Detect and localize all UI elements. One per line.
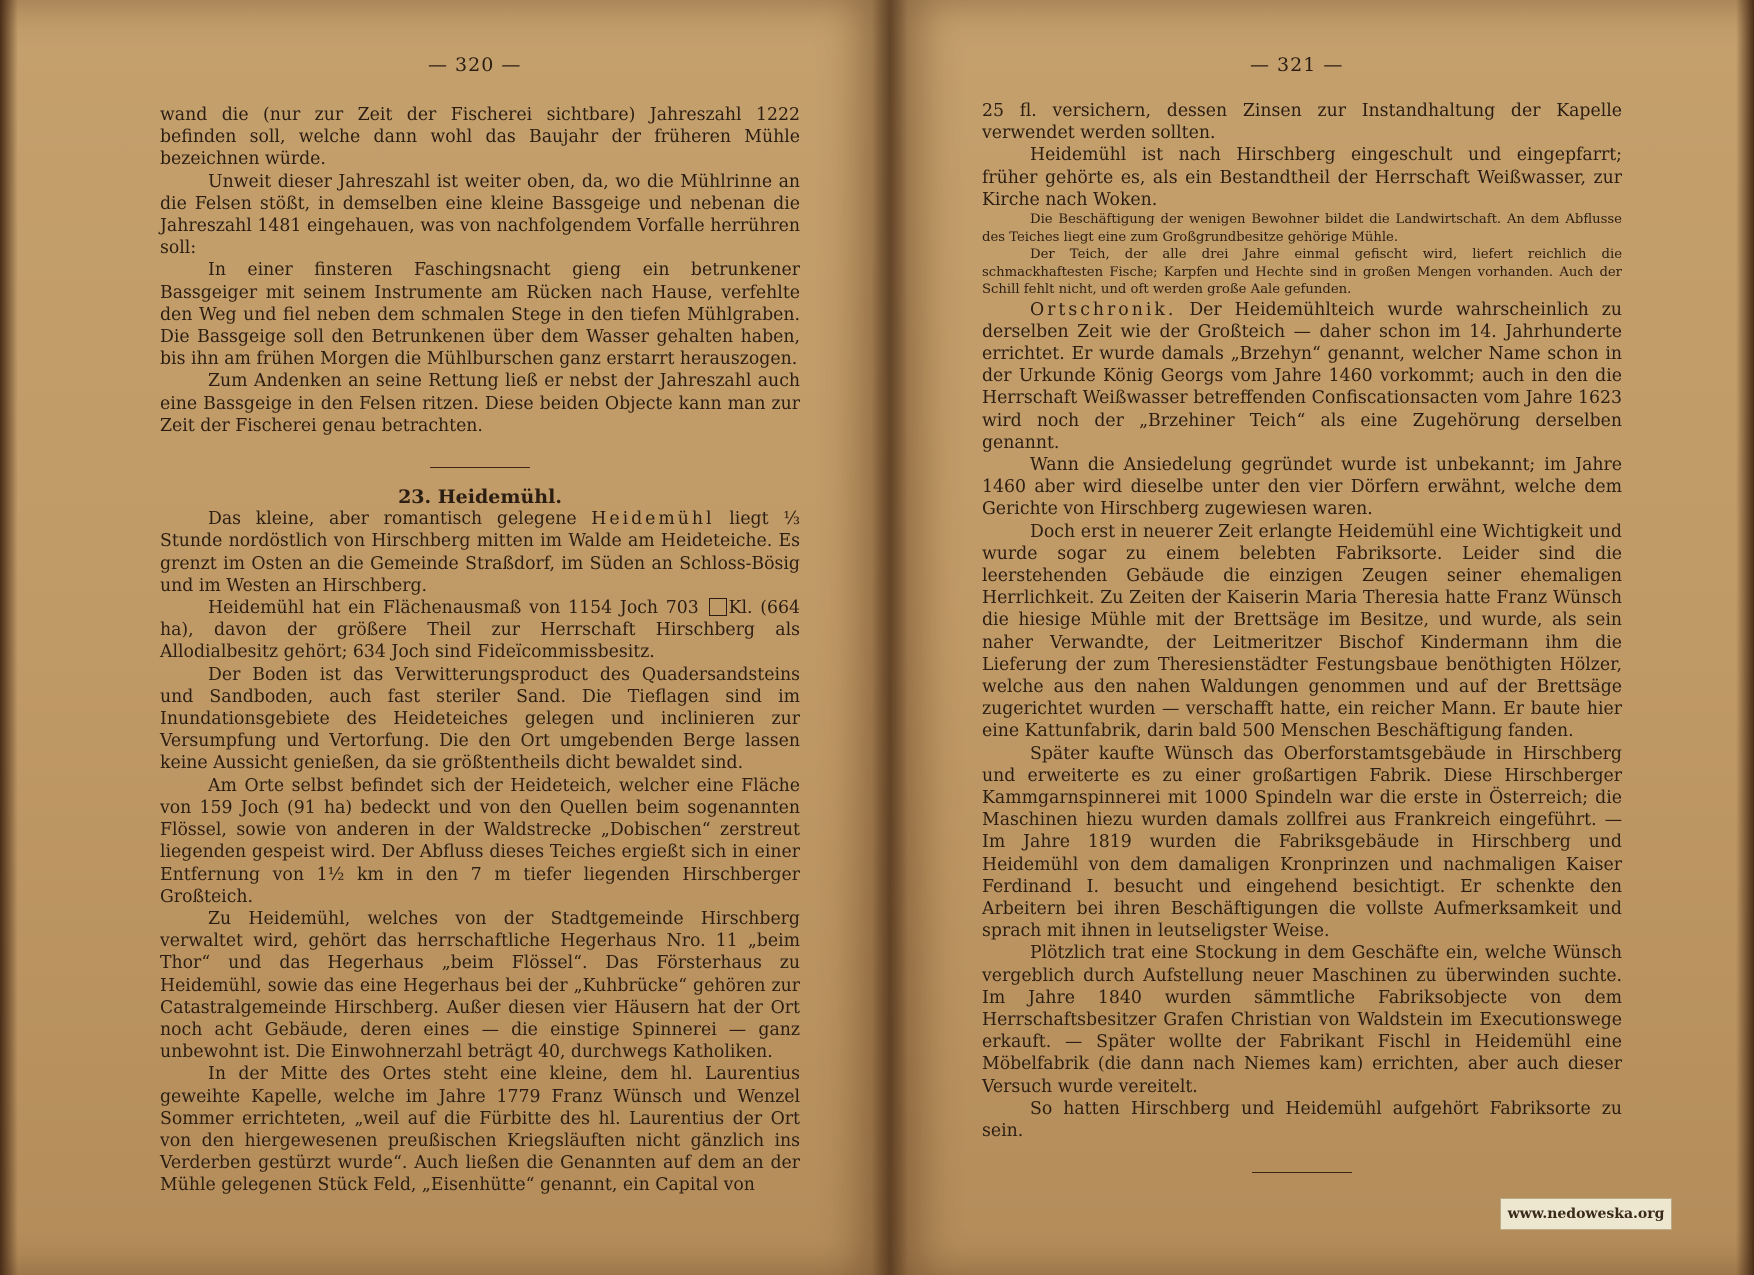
paragraph: So hatten Hirschberg und Heidemühl aufgehört Fabriksorte zu sein. [982, 1098, 1622, 1142]
paragraph: Plötzlich trat eine Stockung in dem Geschäfte ein, welche Wünsch vergeblich durch Aufstellung neuer Maschinen zu überwinden suchte. Im Jahre 1840 wurden sämmtliche Fabriksobjecte von dem Herrschaftsbesitzer Grafen Christian von Waldstein im Executionswege erkauft. — Später wollte der Fabrikant Fischl in Heidemühl eine Möbelfabrik (die dann nach Niemes kam) errichten, aber auch dieser Versuch wurde vereitelt. [982, 943, 1622, 1097]
place-name: Heidemühl [591, 509, 715, 530]
page-number-right: — 321 — [1250, 54, 1344, 76]
chronik-text: Der Heidemühlteich wurde wahrscheinlich zu derselben Zeit wie der Großteich — daher schon im 14. Jahrhunderte errichtet. Er wurde damals „Brzehyn“ genannt, welcher Name schon in der Urkunde König Georgs vom Jahre 1460 vorkommt; auch in den die Herrschaft Weißwasser betreffenden Confiscationsacten vom Jahre 1623 wird noch der „Brzehiner Teich“ als eine Zugehörung derselben genannt. [982, 299, 1622, 453]
right-page-text [982, 100, 1622, 1191]
small-note: Der Teich, der alle drei Jahre einmal gefischt wird, liefert reichlich die schmackhaftesten Fische; Karpfen und Hechte sind in großen Mengen vorhanden. Auch der Schill fehlt nicht, und oft werden große Aale gefunden. [982, 247, 1622, 298]
book-gutter [872, 0, 908, 1275]
square-symbol-icon [709, 598, 727, 616]
right-page [890, 0, 1754, 1275]
intro-text-b: liegt ⅓ Stunde nordöstlich von Hirschberg mitten im Walde am Heideteiche. Es grenzt im Osten an die Gemeinde Straßdorf, im Süden an Schloss-Bösig und im Westen an Hirschberg. [160, 509, 801, 596]
paragraph: Unweit dieser Jahreszahl ist weiter oben, da, wo die Mühlrinne an die Felsen stößt, in demselben eine kleine Bassgeige und nebenan die Jahreszahl 1481 eingehauen, was von nachfolgendem Vorfalle herrühren soll: [160, 171, 800, 259]
paragraph: Später kaufte Wünsch das Oberforstamtsgebäude in Hirschberg und erweiterte es zu einer großartigen Fabrik. Diese Hirschberger Kammgarnspinnerei mit 1000 Spindeln war die erste in Österreich; die Maschinen hiezu wurden damals zollfrei aus Frankreich eingeführt. — Im Jahre 1819 wurden die Fabriksgebäude in Hirschberg und Heidemühl von dem damaligen Kronprinzen und nachmaligen Kaiser Ferdinand I. besucht und eingehend besichtigt. Er schenkte den Arbeitern bei ihren Beschäftigungen die vollste Aufmerksamkeit und sprach mit ihnen in leutseligster Weise. [982, 743, 1622, 942]
page-number-left: — 320 — [428, 54, 522, 76]
paragraph: In der Mitte des Ortes steht eine kleine, dem hl. Laurentius geweihte Kapelle, welche im Jahre 1779 Franz Wünsch und Wenzel Sommer errichteten, „weil auf die Fürbitte des hl. Laurentius der Ort von den hiergewesenen preußischen Kriegsläuften nicht gänzlich ins Verderben gestürzt wurde“. Auch ließen die Genannten auf dem an der Mühle gelegenen Stück Feld, „Eisenhütte“ genannt, ein Capital von [160, 1064, 800, 1196]
paragraph [160, 508, 800, 597]
section-divider [430, 467, 530, 468]
paragraph: Zu Heidemühl, welches von der Stadtgemeinde Hirschberg verwaltet wird, gehört das herrschaftliche Hegerhaus Nro. 11 „beim Thor“ und das Hegerhaus „beim Flössel“. Das Försterhaus zu Heidemühl, sowie das eine Hegerhaus bei der „Kuhbrücke“ gehören zur Catastralgemeinde Hirschberg. Außer diesen vier Häusern hat der Ort noch acht Gebäude, deren eines — die einstige Spinnerei — ganz unbewohnt ist. Die Einwohnerzahl beträgt 40, durchwegs Katholiken. [160, 908, 800, 1063]
paragraph: Der Boden ist das Verwitterungsproduct des Quadersandsteins und Sandboden, auch fast steriler Sand. Die Tieflagen sind im Inundationsgebiete des Heideteiches gelegen und inclinieren zur Versumpfung und Vertorfung. Die den Ort umgebenden Berge lassen keine Aussicht genießen, da sie größtentheils dicht bewaldet sind. [160, 664, 800, 774]
watermark-stamp: www.nedoweska.org [1500, 1198, 1672, 1230]
paragraph: Am Orte selbst befindet sich der Heideteich, welcher eine Fläche von 159 Joch (91 ha) bedeckt und von den Quellen beim sogenannten Flössel, sowie von anderen in der Waldstrecke „Dobischen“ zerstreut liegenden gespeist wird. Der Abfluss dieses Teiches ergießt sich in einer Entfernung von 1½ km in den 7 m tiefer liegenden Hirschberger Großteich. [160, 775, 800, 907]
small-note: Die Beschäftigung der wenigen Bewohner bildet die Landwirtschaft. An dem Abflusse des Teiches liegt eine zum Großgrundbesitze gehörige Mühle. [982, 212, 1622, 245]
right-edge-shadow [1736, 0, 1754, 1275]
paragraph [160, 597, 800, 664]
left-edge-shadow [0, 0, 18, 1275]
paragraph: 25 fl. versichern, dessen Zinsen zur Instandhaltung der Kapelle verwendet werden sollten. [982, 101, 1622, 144]
paragraph: In einer finsteren Faschingsnacht gieng ein betrunkener Bassgeiger mit seinem Instrumente am Rücken nach Hause, verfehlte den Weg und fiel neben dem schmalen Stege in den tiefen Mühlgraben. Die Bassgeige soll den Betrunkenen über dem Wasser gehalten haben, bis ihn am frühen Morgen die Mühlburschen ganz erstarrt herauszogen. [160, 260, 800, 370]
paragraph: Wann die Ansiedelung gegründet wurde ist unbekannt; im Jahre 1460 aber wird dieselbe unter den vier Dörfern erwähnt, welche dem Gerichte von Hirschberg zugewiesen waren. [982, 454, 1622, 520]
paragraph: Zum Andenken an seine Rettung ließ er nebst der Jahreszahl auch eine Bassgeige in den Felsen ritzen. Diese beiden Objecte kann man zur Zeit der Fischerei genau betrachten. [160, 371, 800, 436]
area-text-a: Heidemühl hat ein Flächenausmaß von 1154 Joch 703 [208, 598, 699, 619]
intro-text-a: Das kleine, aber romantisch gelegene [208, 509, 577, 530]
left-page-text [160, 104, 800, 1197]
section-heading: 23. Heidemühl. [398, 486, 562, 509]
paragraph [982, 299, 1622, 454]
paragraph: Heidemühl ist nach Hirschberg eingeschult und eingepfarrt; früher gehörte es, als ein Bestandtheil der Herrschaft Weißwasser, zur Kirche nach Woken. [982, 145, 1622, 210]
paragraph: wand die (nur zur Zeit der Fischerei sichtbare) Jahreszahl 1222 befinden soll, welche dann wohl das Baujahr der früheren Mühle bezeichnen würde. [160, 105, 800, 170]
chronik-label: Ortschronik. [1030, 299, 1177, 320]
end-divider [1252, 1172, 1352, 1173]
area-text-b: Kl. (664 ha), davon der größere Theil zur Herrschaft Hirschberg als Allodialbesitz gehört; 634 Joch sind Fideïcommissbesitz. [160, 598, 800, 663]
paragraph: Doch erst in neuerer Zeit erlangte Heidemühl eine Wichtigkeit und wurde sogar zu einem belebten Fabriksorte. Leider sind die leerstehenden Gebäude die einzigen Zeugen seiner ehemaligen Herrlichkeit. Zu Zeiten der Kaiserin Maria Theresia hatte Franz Wünsch die hiesige Mühle mit der Brettsäge im Besitze, und wurde, als sein naher Verwandte, der Leitmeritzer Bischof Kindermann ihm die Lieferung der zum Theresienstädter Festungsbaue benöthigten Hölzer, welche aus den nahen Waldungen genommen und auf der Brettsäge zugerichtet wurden — verschafft hatte, ein reicher Mann. Er baute hier eine Kattunfabrik, darin bald 500 Menschen Beschäftigung fanden. [982, 521, 1622, 742]
